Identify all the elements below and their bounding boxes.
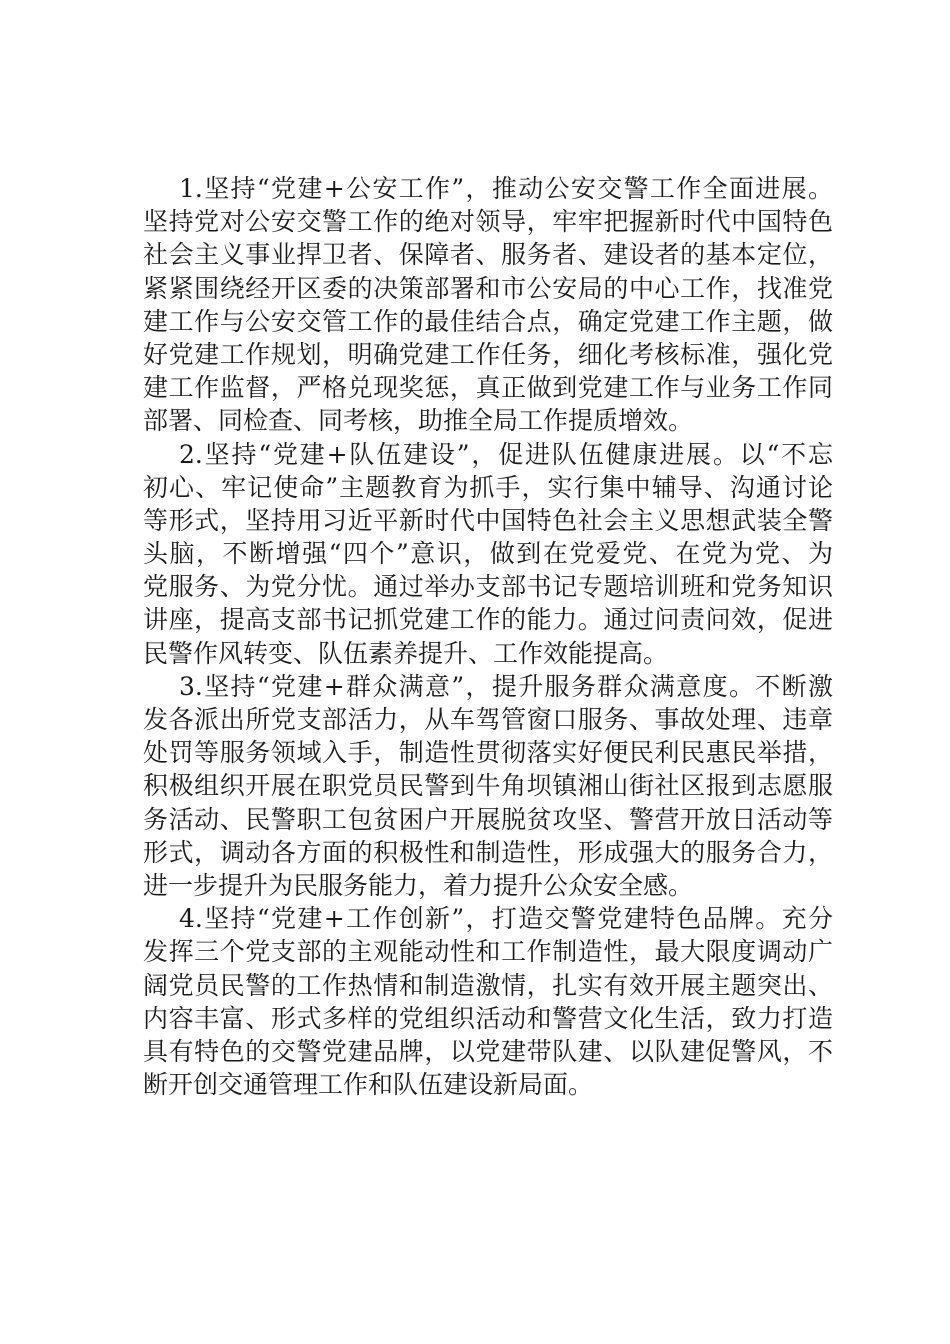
paragraph-line: 3.坚持“党建+群众满意”，提升服务群众满意度。不断激 bbox=[179, 671, 833, 701]
paragraph-line: 内容丰富、形式多样的党组织活动和警营文化生活，致力打造 bbox=[143, 1003, 833, 1033]
document-body bbox=[143, 172, 833, 1101]
paragraph-line: 断开创交通管理工作和队伍建设新局面。 bbox=[143, 1070, 594, 1100]
paragraph-line: 民警作风转变、队伍素养提升、工作效能提高。 bbox=[143, 638, 669, 668]
paragraph-line: 坚持党对公安交警工作的绝对领导，牢牢把握新时代中国特色 bbox=[143, 207, 833, 237]
paragraph-line: 建工作与公安交管工作的最佳结合点，确定党建工作主题，做 bbox=[143, 306, 833, 336]
paragraph-line: 4.坚持“党建+工作创新”，打造交警党建特色品牌。充分 bbox=[179, 904, 833, 934]
paragraph-line: 阔党员民警的工作热情和制造激情，扎实有效开展主题突出、 bbox=[143, 970, 833, 1000]
paragraph-line: 初心、牢记使命”主题教育为抓手，实行集中辅导、沟通讨论 bbox=[143, 472, 833, 502]
paragraph-line: 部署、同检查、同考核，助推全局工作提质增效。 bbox=[143, 406, 694, 436]
paragraph-line: 2.坚持“党建+队伍建设”，促进队伍健康进展。以“不忘 bbox=[179, 439, 833, 469]
paragraph-line: 社会主义事业捍卫者、保障者、服务者、建设者的基本定位， bbox=[143, 240, 833, 270]
paragraph-line: 务活动、民警职工包贫困户开展脱贫攻坚、警营开放日活动等 bbox=[143, 804, 833, 834]
paragraph-line: 积极组织开展在职党员民警到牛角坝镇湘山街社区报到志愿服 bbox=[143, 771, 833, 801]
paragraph-line: 进一步提升为民服务能力，着力提升公众安全感。 bbox=[143, 870, 694, 900]
paragraph-line: 发各派出所党支部活力，从车驾管窗口服务、事故处理、违章 bbox=[143, 705, 833, 734]
paragraph-line: 紧紧围绕经开区委的决策部署和市公安局的中心工作，找准党 bbox=[143, 273, 833, 303]
paragraph-line: 等形式，坚持用习近平新时代中国特色社会主义思想武装全警 bbox=[143, 505, 833, 535]
paragraph-line: 讲座，提高支部书记抓党建工作的能力。通过问责问效，促进 bbox=[143, 605, 833, 635]
paragraph-line: 处罚等服务领域入手，制造性贯彻落实好便民利民惠民举措， bbox=[143, 738, 833, 768]
paragraph-4 bbox=[143, 902, 833, 1101]
paragraph-line: 头脑，不断增强“四个”意识，做到在党爱党、在党为党、为 bbox=[143, 539, 833, 569]
paragraph-line: 1.坚持“党建+公安工作”，推动公安交警工作全面进展。 bbox=[179, 174, 833, 203]
paragraph-line: 发挥三个党支部的主观能动性和工作制造性，最大限度调动广 bbox=[143, 937, 833, 967]
paragraph-line: 党服务、为党分忧。通过举办支部书记专题培训班和党务知识 bbox=[143, 572, 833, 602]
paragraph-line: 具有特色的交警党建品牌，以党建带队建、以队建促警风，不 bbox=[143, 1036, 833, 1066]
paragraph-2 bbox=[143, 438, 833, 670]
paragraph-line: 形式，调动各方面的积极性和制造性，形成强大的服务合力， bbox=[143, 837, 833, 867]
paragraph-line: 建工作监督，严格兑现奖惩，真正做到党建工作与业务工作同 bbox=[143, 373, 833, 403]
paragraph-3 bbox=[143, 670, 833, 902]
paragraph-1 bbox=[143, 172, 833, 438]
paragraph-line: 好党建工作规划，明确党建工作任务，细化考核标准，强化党 bbox=[143, 339, 833, 369]
